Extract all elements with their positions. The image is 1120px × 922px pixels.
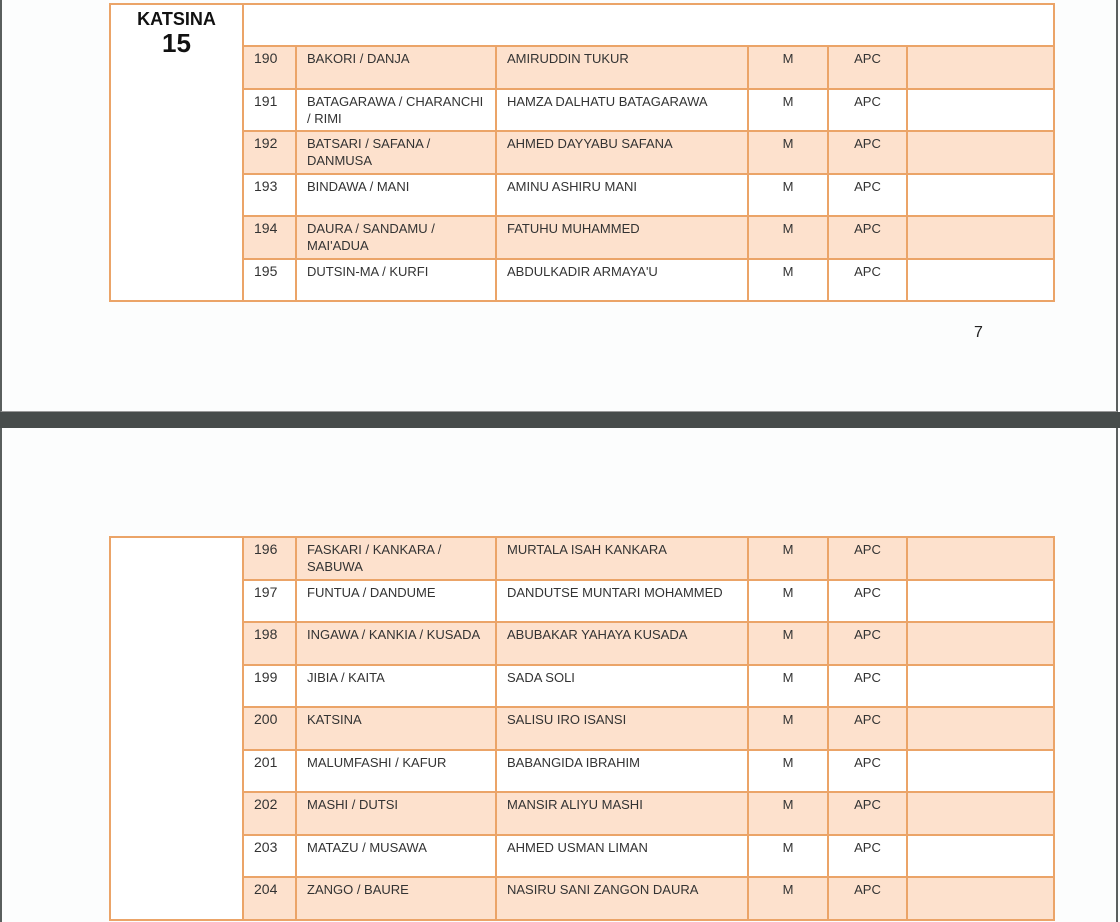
constituency-cell: BATAGARAWA / CHARANCHI / RIMI <box>296 89 496 132</box>
sex-cell: M <box>748 665 828 708</box>
table-row <box>110 622 1054 665</box>
remarks-cell <box>907 174 1054 217</box>
sex-cell: M <box>748 46 828 89</box>
table-row <box>110 750 1054 793</box>
table-header-spacer-row <box>110 4 1054 46</box>
remarks-cell <box>907 622 1054 665</box>
remarks-cell <box>907 835 1054 878</box>
state-cell <box>110 537 243 920</box>
table-row <box>110 89 1054 132</box>
sex-cell: M <box>748 792 828 835</box>
row-number: 194 <box>243 216 296 259</box>
party-cell: APC <box>828 877 907 920</box>
constituency-cell: BAKORI / DANJA <box>296 46 496 89</box>
remarks-cell <box>907 131 1054 174</box>
candidate-name-cell: AHMED USMAN LIMAN <box>496 835 748 878</box>
sex-cell: M <box>748 89 828 132</box>
remarks-cell <box>907 750 1054 793</box>
table-row <box>110 537 1054 580</box>
party-cell: APC <box>828 537 907 580</box>
state-count: 15 <box>162 28 191 58</box>
page-separator <box>0 412 1120 428</box>
candidate-name-cell: AHMED DAYYABU SAFANA <box>496 131 748 174</box>
remarks-cell <box>907 665 1054 708</box>
party-cell: APC <box>828 216 907 259</box>
candidate-name-cell: ABUBAKAR YAHAYA KUSADA <box>496 622 748 665</box>
row-number: 193 <box>243 174 296 217</box>
sex-cell: M <box>748 259 828 302</box>
remarks-cell <box>907 877 1054 920</box>
row-number: 203 <box>243 835 296 878</box>
candidate-name-cell: BABANGIDA IBRAHIM <box>496 750 748 793</box>
row-number: 201 <box>243 750 296 793</box>
remarks-cell <box>907 216 1054 259</box>
remarks-cell <box>907 46 1054 89</box>
candidate-name-cell: AMIRUDDIN TUKUR <box>496 46 748 89</box>
candidate-name-cell: NASIRU SANI ZANGON DAURA <box>496 877 748 920</box>
candidate-name-cell: ABDULKADIR ARMAYA'U <box>496 259 748 302</box>
table-row <box>110 835 1054 878</box>
constituency-cell: DUTSIN-MA / KURFI <box>296 259 496 302</box>
party-cell: APC <box>828 750 907 793</box>
party-cell: APC <box>828 580 907 623</box>
candidate-name-cell: HAMZA DALHATU BATAGARAWA <box>496 89 748 132</box>
row-number: 190 <box>243 46 296 89</box>
document-page-7 <box>0 0 1118 412</box>
sex-cell: M <box>748 580 828 623</box>
state-name: KATSINA <box>137 9 216 29</box>
table-row <box>110 665 1054 708</box>
constituency-cell: FASKARI / KANKARA / SABUWA <box>296 537 496 580</box>
candidates-table-page-8 <box>109 536 1055 921</box>
constituency-cell: JIBIA / KAITA <box>296 665 496 708</box>
candidate-name-cell: DANDUTSE MUNTARI MOHAMMED <box>496 580 748 623</box>
remarks-cell <box>907 707 1054 750</box>
constituency-cell: KATSINA <box>296 707 496 750</box>
remarks-cell <box>907 580 1054 623</box>
page-number: 7 <box>974 324 983 341</box>
sex-cell: M <box>748 707 828 750</box>
row-number: 198 <box>243 622 296 665</box>
party-cell: APC <box>828 89 907 132</box>
table-row <box>110 259 1054 302</box>
table-row <box>110 580 1054 623</box>
table-row <box>110 174 1054 217</box>
row-number: 204 <box>243 877 296 920</box>
document-page-8 <box>0 428 1118 922</box>
table-row <box>110 707 1054 750</box>
table-row <box>110 877 1054 920</box>
constituency-cell: MASHI / DUTSI <box>296 792 496 835</box>
row-number: 195 <box>243 259 296 302</box>
constituency-cell: ZANGO / BAURE <box>296 877 496 920</box>
constituency-cell: BATSARI / SAFANA / DANMUSA <box>296 131 496 174</box>
sex-cell: M <box>748 537 828 580</box>
row-number: 196 <box>243 537 296 580</box>
constituency-cell: FUNTUA / DANDUME <box>296 580 496 623</box>
remarks-cell <box>907 259 1054 302</box>
sex-cell: M <box>748 174 828 217</box>
candidate-name-cell: SADA SOLI <box>496 665 748 708</box>
row-number: 197 <box>243 580 296 623</box>
candidate-name-cell: SALISU IRO ISANSI <box>496 707 748 750</box>
row-number: 192 <box>243 131 296 174</box>
candidate-name-cell: MANSIR ALIYU MASHI <box>496 792 748 835</box>
constituency-cell: MALUMFASHI / KAFUR <box>296 750 496 793</box>
constituency-cell: BINDAWA / MANI <box>296 174 496 217</box>
row-number: 200 <box>243 707 296 750</box>
row-number: 191 <box>243 89 296 132</box>
row-number: 202 <box>243 792 296 835</box>
remarks-cell <box>907 537 1054 580</box>
state-cell <box>110 4 243 301</box>
candidate-name-cell: MURTALA ISAH KANKARA <box>496 537 748 580</box>
constituency-cell: INGAWA / KANKIA / KUSADA <box>296 622 496 665</box>
constituency-cell: DAURA / SANDAMU / MAI'ADUA <box>296 216 496 259</box>
row-number: 199 <box>243 665 296 708</box>
party-cell: APC <box>828 46 907 89</box>
party-cell: APC <box>828 622 907 665</box>
candidates-table-page-7 <box>109 3 1055 302</box>
remarks-cell <box>907 89 1054 132</box>
party-cell: APC <box>828 174 907 217</box>
sex-cell: M <box>748 750 828 793</box>
constituency-cell: MATAZU / MUSAWA <box>296 835 496 878</box>
party-cell: APC <box>828 792 907 835</box>
table-row <box>110 216 1054 259</box>
table-row <box>110 46 1054 89</box>
remarks-cell <box>907 792 1054 835</box>
sex-cell: M <box>748 216 828 259</box>
sex-cell: M <box>748 835 828 878</box>
sex-cell: M <box>748 131 828 174</box>
candidate-name-cell: FATUHU MUHAMMED <box>496 216 748 259</box>
table-row <box>110 792 1054 835</box>
party-cell: APC <box>828 707 907 750</box>
sex-cell: M <box>748 622 828 665</box>
sex-cell: M <box>748 877 828 920</box>
party-cell: APC <box>828 131 907 174</box>
party-cell: APC <box>828 835 907 878</box>
candidate-name-cell: AMINU ASHIRU MANI <box>496 174 748 217</box>
party-cell: APC <box>828 259 907 302</box>
table-row <box>110 131 1054 174</box>
party-cell: APC <box>828 665 907 708</box>
